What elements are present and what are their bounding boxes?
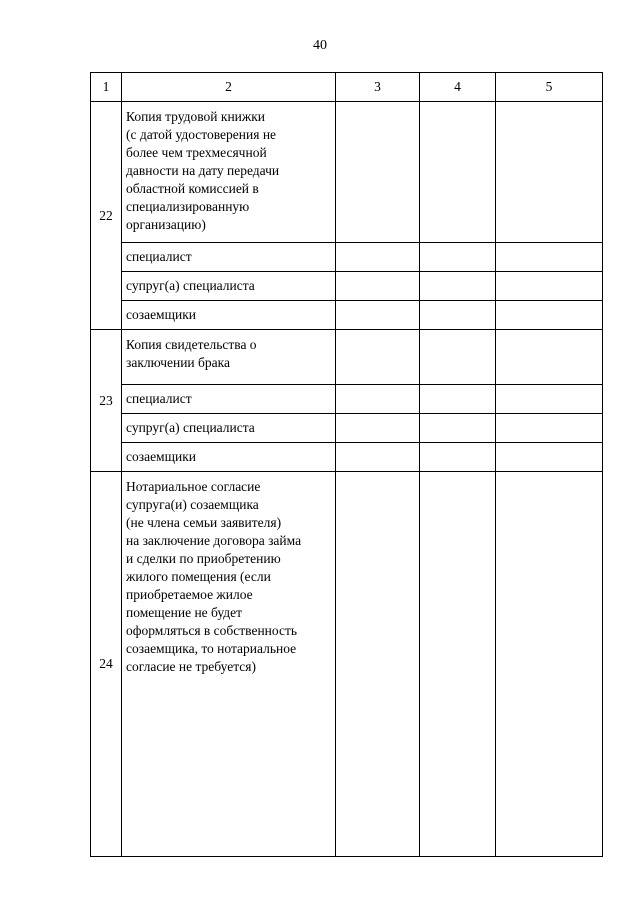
header-cell-2: 2 <box>122 73 336 102</box>
row-23-col-5 <box>496 330 603 385</box>
row-23-col-3 <box>336 330 420 385</box>
row-number-23: 23 <box>91 330 122 472</box>
empty-cell <box>496 385 603 414</box>
empty-cell <box>420 243 496 272</box>
empty-cell <box>420 385 496 414</box>
row-22-col-4 <box>420 102 496 243</box>
table-row-23-spouse <box>91 414 603 443</box>
table-row-24 <box>91 472 603 857</box>
empty-cell <box>336 443 420 472</box>
row-22-sub-label: супруг(а) специалиста <box>122 272 336 301</box>
row-24-col-5 <box>496 472 603 857</box>
header-cell-1: 1 <box>91 73 122 102</box>
table-row-23-coborrowers <box>91 443 603 472</box>
row-22-sub-label: созаемщики <box>122 301 336 330</box>
table-row-22-specialist <box>91 243 603 272</box>
row-23-col-4 <box>420 330 496 385</box>
row-23-sub-label: специалист <box>122 385 336 414</box>
row-22-description: Копия трудовой книжки (с датой удостоверения не более чем трехмесячной давности на дату передачи областной комиссией в специализированную организацию) <box>122 102 336 243</box>
empty-cell <box>336 301 420 330</box>
row-22-sub-label: специалист <box>122 243 336 272</box>
table-row-23-specialist <box>91 385 603 414</box>
header-cell-4: 4 <box>420 73 496 102</box>
header-row <box>91 73 603 102</box>
empty-cell <box>336 385 420 414</box>
header-cell-3: 3 <box>336 73 420 102</box>
row-number-22: 22 <box>91 102 122 330</box>
document-table <box>90 72 603 857</box>
empty-cell <box>496 414 603 443</box>
table-row-22 <box>91 102 603 243</box>
empty-cell <box>336 414 420 443</box>
empty-cell <box>420 301 496 330</box>
row-23-sub-label: супруг(а) специалиста <box>122 414 336 443</box>
row-24-col-3 <box>336 472 420 857</box>
table-row-22-coborrowers <box>91 301 603 330</box>
row-23-description: Копия свидетельства о заключении брака <box>122 330 336 385</box>
empty-cell <box>420 272 496 301</box>
header-cell-5: 5 <box>496 73 603 102</box>
empty-cell <box>496 243 603 272</box>
empty-cell <box>420 414 496 443</box>
row-number-24: 24 <box>91 472 122 857</box>
empty-cell <box>496 272 603 301</box>
empty-cell <box>496 301 603 330</box>
row-24-col-4 <box>420 472 496 857</box>
row-24-description: Нотариальное согласие супруга(и) созаемщика (не члена семьи заявителя) на заключение договора займа и сделки по приобретению жилого помещения (если приобретаемое жилое помещение не будет оформляться в собственность созаемщика, то нотариальное согласие не требуется) <box>122 472 336 857</box>
empty-cell <box>420 443 496 472</box>
row-23-sub-label: созаемщики <box>122 443 336 472</box>
row-22-col-5 <box>496 102 603 243</box>
table-row-22-spouse <box>91 272 603 301</box>
row-22-col-3 <box>336 102 420 243</box>
empty-cell <box>336 272 420 301</box>
empty-cell <box>496 443 603 472</box>
table-row-23 <box>91 330 603 385</box>
empty-cell <box>336 243 420 272</box>
page-number: 40 <box>313 38 327 53</box>
